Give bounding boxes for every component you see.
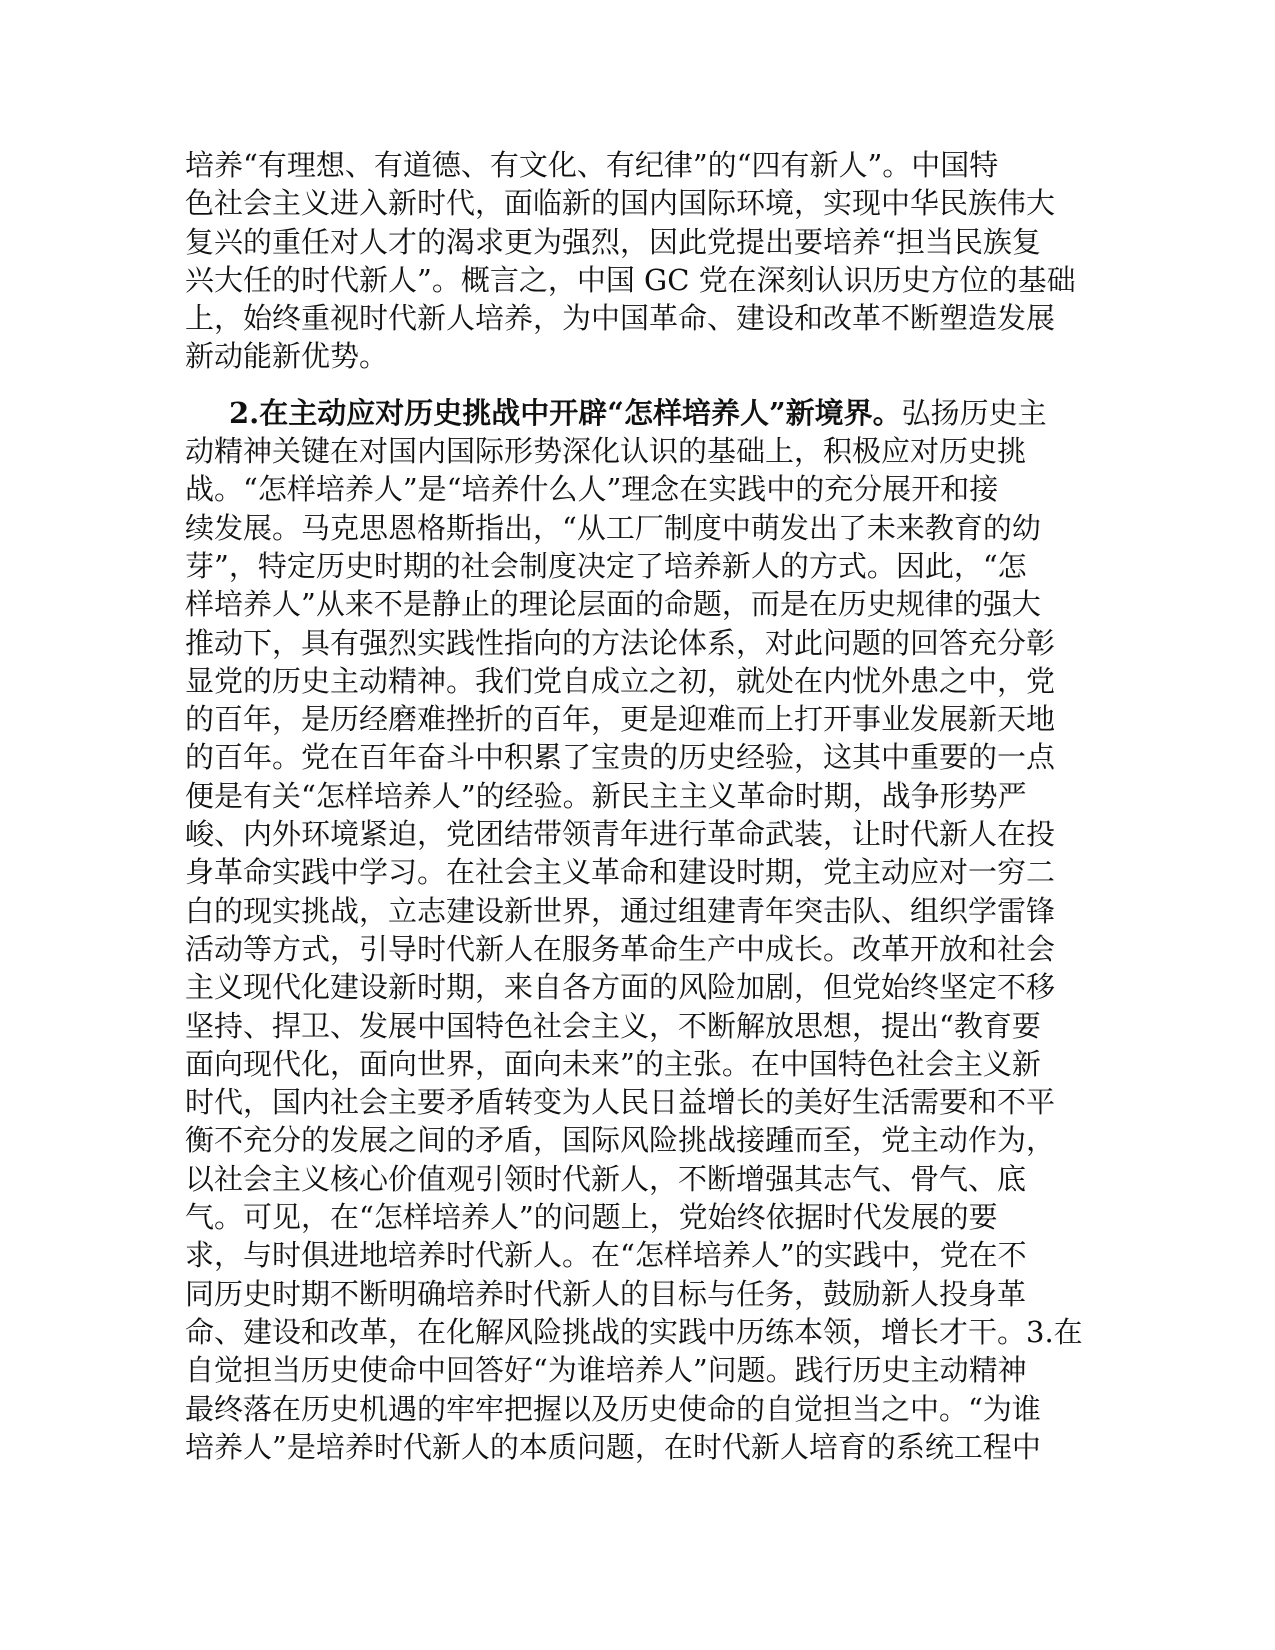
text-line: 峻、内外环境紧迫，党团结带领青年进行革命武装，让时代新人在投 bbox=[185, 817, 1056, 852]
text-line: 面向现代化，面向世界，面向未来”的主张。在中国特色社会主义新 bbox=[185, 1046, 1041, 1081]
paragraph-spacer bbox=[185, 376, 1085, 394]
text-line: 推动下，具有强烈实践性指向的方法论体系，对此问题的回答充分彰 bbox=[185, 625, 1056, 660]
text-line: 命、建设和改革，在化解风险挑战的实践中历练本领，增长才干。3.在 bbox=[185, 1314, 1083, 1349]
text-line: 样培养人”从来不是静止的理论层面的命题，而是在历史规律的强大 bbox=[185, 587, 1041, 622]
text-line: 培养“有理想、有道德、有文化、有纪律”的“四有新人”。中国特 bbox=[185, 148, 999, 182]
text-line: 显党的历史主动精神。我们党自成立之初，就处在内忧外患之中，党 bbox=[185, 663, 1056, 698]
text-line: 衡不充分的发展之间的矛盾，国际风险挑战接踵而至，党主动作为， bbox=[185, 1123, 1056, 1158]
paragraph-1 bbox=[185, 146, 1085, 376]
text-line: 气。可见，在“怎样培养人”的问题上，党始终依据时代发展的要 bbox=[185, 1200, 998, 1235]
heading-line-text: 弘扬历史主 bbox=[901, 395, 1047, 430]
text-line: 主义现代化建设新时期，来自各方面的风险加剧，但党始终坚定不移 bbox=[185, 970, 1056, 1005]
text-line: 芽”，特定历史时期的社会制度决定了培养新人的方式。因此，“怎 bbox=[185, 548, 1027, 583]
text-line: 战。“怎样培养人”是“培养什么人”理念在实践中的充分展开和接 bbox=[185, 472, 999, 507]
text-line: 培养人”是培养时代新人的本质问题，在时代新人培育的系统工程中 bbox=[185, 1429, 1041, 1464]
text-line: 自觉担当历史使命中回答好“为谁培养人”问题。践行历史主动精神 bbox=[185, 1353, 1027, 1388]
text-line: 复兴的重任对人才的渴求更为强烈，因此党提出要培养“担当民族复 bbox=[185, 224, 1041, 259]
text-line: 以社会主义核心价值观引领时代新人，不断增强其志气、骨气、底 bbox=[185, 1161, 1027, 1196]
text-line: 的百年，是历经磨难挫折的百年，更是迎难而上打开事业发展新天地 bbox=[185, 702, 1056, 737]
section-heading: 2.在主动应对历史挑战中开辟“怎样培养人”新境界。 bbox=[229, 395, 902, 430]
document-page bbox=[185, 146, 1085, 1466]
paragraph-2 bbox=[185, 394, 1085, 1466]
text-line: 求，与时俱进地培养时代新人。在“怎样培养人”的实践中，党在不 bbox=[185, 1238, 1027, 1273]
text-line: 坚持、捍卫、发展中国特色社会主义，不断解放思想，提出“教育要 bbox=[185, 1008, 1041, 1043]
text-line: 的百年。党在百年奋斗中积累了宝贵的历史经验，这其中重要的一点 bbox=[185, 740, 1056, 775]
text-line: 同历史时期不断明确培养时代新人的目标与任务，鼓励新人投身革 bbox=[185, 1276, 1027, 1311]
text-line: 最终落在历史机遇的牢牢把握以及历史使命的自觉担当之中。“为谁 bbox=[185, 1391, 1041, 1426]
text-line: 兴大任的时代新人”。概言之，中国 GC 党在深刻认识历史方位的基础 bbox=[185, 262, 1076, 297]
text-line: 便是有关“怎样培养人”的经验。新民主主义革命时期，战争形势严 bbox=[185, 778, 1027, 813]
text-line: 色社会主义进入新时代，面临新的国内国际环境，实现中华民族伟大 bbox=[185, 186, 1056, 221]
text-line: 活动等方式，引导时代新人在服务革命生产中成长。改革开放和社会 bbox=[185, 931, 1056, 966]
text-line: 续发展。马克思恩格斯指出，“从工厂制度中萌发出了未来教育的幼 bbox=[185, 510, 1041, 545]
text-line: 上，始终重视时代新人培养，为中国革命、建设和改革不断塑造发展 bbox=[185, 301, 1056, 336]
text-line: 动精神关键在对国内国际形势深化认识的基础上，积极应对历史挑 bbox=[185, 434, 1027, 469]
text-line: 时代，国内社会主要矛盾转变为人民日益增长的美好生活需要和不平 bbox=[185, 1085, 1056, 1120]
text-line: 新动能新优势。 bbox=[185, 339, 389, 374]
section-heading-line bbox=[185, 394, 1085, 432]
text-line: 白的现实挑战，立志建设新世界，通过组建青年突击队、组织学雷锋 bbox=[185, 893, 1056, 928]
text-line: 身革命实践中学习。在社会主义革命和建设时期，党主动应对一穷二 bbox=[185, 855, 1056, 890]
